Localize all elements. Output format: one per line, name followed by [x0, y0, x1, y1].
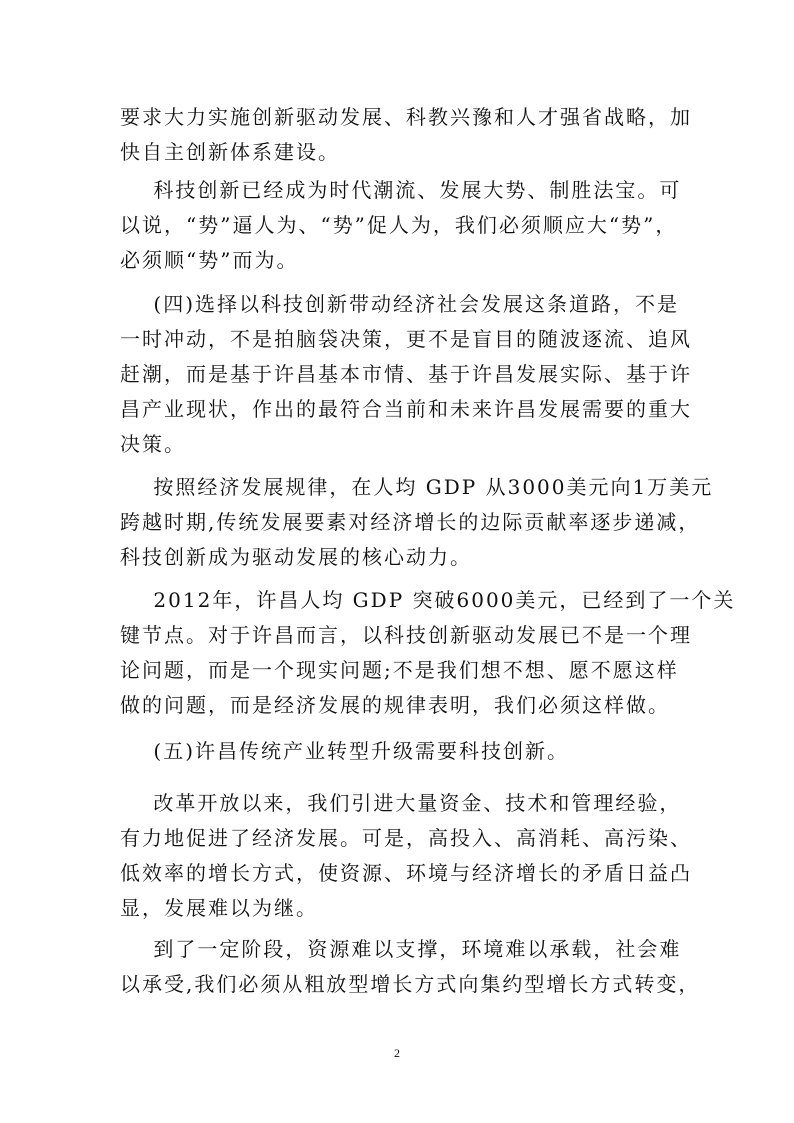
paragraph	[120, 470, 714, 575]
text-line: 科技创新已经成为时代潮流、发展大势、制胜法宝。可	[120, 178, 682, 202]
text-line: 2012年，许昌人均 GDP 突破6000美元，已经到了一个关	[120, 588, 736, 612]
paragraph	[120, 932, 701, 1002]
text-line: 改革开放以来，我们引进大量资金、技术和管理经验，	[120, 791, 682, 815]
paragraph	[120, 786, 692, 926]
text-line: 昌产业现状，作出的最符合当前和未来许昌发展需要的重大	[120, 397, 692, 421]
text-line: 决策。	[120, 432, 186, 456]
text-line: 按照经济发展规律，在人均 GDP 从3000美元向1万美元	[120, 475, 714, 499]
text-line: 科技创新成为驱动发展的核心动力。	[120, 545, 472, 569]
text-line: 以说，“势”逼人为、“势”促人为，我们必须顺应大“势”，	[120, 213, 678, 237]
paragraph	[120, 100, 692, 170]
paragraph	[120, 173, 680, 278]
paragraph	[120, 583, 736, 723]
text-line: 低效率的增长方式，使资源、环境与经济增长的矛盾日益凸	[120, 861, 692, 885]
page-number: 2	[394, 1046, 400, 1060]
text-line: 快自主创新体系建设。	[120, 140, 340, 164]
text-line: (四)选择以科技创新带动经济社会发展这条道路，不是	[120, 292, 680, 316]
text-line: 必须顺“势”而为。	[120, 248, 299, 272]
paragraph	[120, 287, 692, 462]
text-line: 到了一定阶段，资源难以支撑，环境难以承载，社会难	[120, 937, 682, 961]
text-line: 有力地促进了经济发展。可是，高投入、高消耗、高污染、	[120, 826, 692, 850]
text-line: 赶潮，而是基于许昌基本市情、基于许昌发展实际、基于许	[120, 362, 692, 386]
text-line: 显，发展难以为继。	[120, 896, 318, 920]
text-line: 要求大力实施创新驱动发展、科教兴豫和人才强省战略，加	[120, 105, 692, 129]
text-line: 论问题，而是一个现实问题;不是我们想不想、愿不愿这样	[120, 658, 679, 682]
text-line: 跨越时期,传统发展要素对经济增长的边际贡献率逐步递减，	[120, 510, 701, 534]
text-line: (五)许昌传统产业转型升级需要科技创新。	[120, 739, 570, 763]
paragraph	[120, 734, 680, 769]
text-line: 以承受,我们必须从粗放型增长方式向集约型增长方式转变，	[120, 972, 701, 996]
text-line: 一时冲动，不是拍脑袋决策，更不是盲目的随波逐流、追风	[120, 327, 692, 351]
text-line: 做的问题，而是经济发展的规律表明，我们必须这样做。	[120, 693, 670, 717]
text-line: 键节点。对于许昌而言，以科技创新驱动发展已不是一个理	[120, 623, 692, 647]
